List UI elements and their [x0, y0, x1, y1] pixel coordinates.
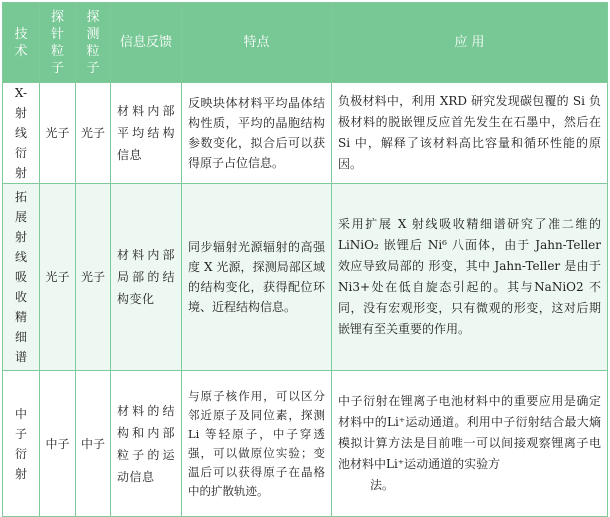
- cell-application: [332, 371, 608, 517]
- cell-tech: 中子衍射: [3, 371, 40, 517]
- cell-application: 采用扩展 X 射线吸收精细谱研究了准二维的 LiNiO₂ 嵌锂后 Ni⁶ 八面体，由于 Jahn-Teller 效应导致局部的 形变，其中 Jahn-Teller 是由于 Ni3+处在低自旋态引起的。其与NaNiO2 不同，没有宏观形变，只有微观的形变，这对后期嵌锂有至关重要的作用。: [332, 184, 608, 371]
- table-row: [3, 184, 608, 371]
- cell-feature: 同步辐射光源辐射的高强度 X 光源，探测局部区域的结构变化，获得配位环境、近程结构信息。: [182, 184, 332, 371]
- cell-probe: 光子: [40, 83, 76, 184]
- header-application: 应 用: [332, 3, 608, 83]
- header-tech: 技术: [3, 3, 40, 83]
- cell-feature: 与原子核作用，可以区分邻近原子及同位素，探测 Li 等轻原子，中子穿透强，可以做原位实验；变温后可以获得原子在晶格中的扩散轨迹。: [182, 371, 332, 517]
- cell-detect: 光子: [76, 184, 111, 371]
- header-feature: 特点: [182, 3, 332, 83]
- header-detect: 探测粒子: [76, 3, 111, 83]
- cell-detect: 中子: [76, 371, 111, 517]
- cell-feature: 反映块体材料平均晶体结构性质，平均的晶胞结构参数变化，拟合后可以获得原子占位信息。: [182, 83, 332, 184]
- cell-tech: X-射线衍射: [3, 83, 40, 184]
- xray-neutron-techniques-table: [2, 2, 608, 517]
- header-probe: 探针粒子: [40, 3, 76, 83]
- cell-info: 材料内部平均结构信息: [111, 83, 182, 184]
- cell-detect: 光子: [76, 83, 111, 184]
- cell-probe: 光子: [40, 184, 76, 371]
- application-text: 中子衍射在锂离子电池材料中的重要应用是确定材料中的Li⁺运动通道。利用中子衍射结合最大熵模拟计算方法是目前唯一可以间接观察锂离子电池材料中Li⁺运动通道的实验方: [338, 394, 601, 471]
- cell-info: 材料内部局部的结构变化: [111, 184, 182, 371]
- application-text-tail: 法。: [370, 478, 395, 492]
- cell-application: 负极材料中，利用 XRD 研究发现碳包覆的 Si 负极材料的脱嵌锂反应首先发生在石墨中，然后在 Si 中，解释了该材料高比容量和循环性能的原因。: [332, 83, 608, 184]
- cell-info: 材料的结构和内部粒子的运动信息: [111, 371, 182, 517]
- header-info: 信息反馈: [111, 3, 182, 83]
- table-row: [3, 371, 608, 517]
- header-row: [3, 3, 608, 83]
- table-row: [3, 83, 608, 184]
- cell-probe: 中子: [40, 371, 76, 517]
- cell-tech: 拓展射线吸收精细谱: [3, 184, 40, 371]
